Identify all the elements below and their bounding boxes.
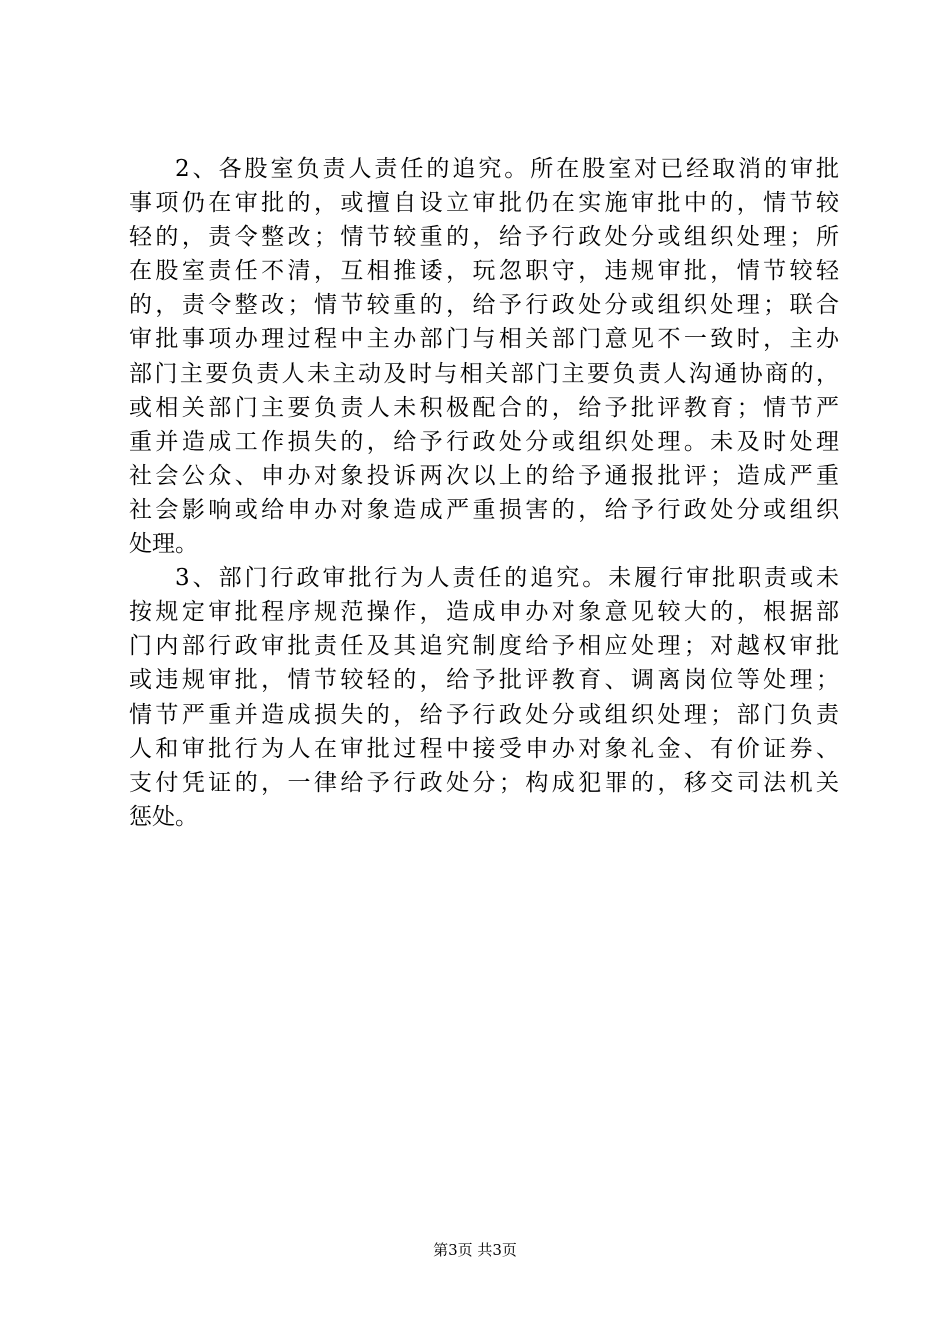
paragraph-1-line: 审批事项办理过程中主办部门与相关部门意见不一致时，主办 (129, 326, 839, 353)
paragraph-2-line: 支付凭证的，一律给予行政处分；构成犯罪的，移交司法机关 (129, 769, 839, 796)
paragraph-1-line: 社会公众、申办对象投诉两次以上的给予通报批评；造成严重 (129, 462, 839, 489)
paragraph-1-line: 重并造成工作损失的，给予行政处分或组织处理。未及时处理 (129, 428, 839, 455)
paragraph-1-line: 或相关部门主要负责人未积极配合的，给予批评教育；情节严 (129, 394, 839, 421)
paragraph-2-line: 门内部行政审批责任及其追究制度给予相应处理；对越权审批 (129, 633, 839, 660)
paragraph-2-line: 人和审批行为人在审批过程中接受申办对象礼金、有价证券、 (129, 735, 839, 762)
paragraph-2-line: 惩处。 (129, 803, 198, 830)
paragraph-2-line: 情节严重并造成损失的，给予行政处分或组织处理；部门负责 (129, 701, 839, 728)
paragraph-1-line: 的，责令整改；情节较重的，给予行政处分或组织处理；联合 (129, 292, 839, 319)
paragraph-1-line: 事项仍在审批的，或擅自设立审批仍在实施审批中的，情节较 (129, 190, 839, 217)
paragraph-2-line: 或违规审批，情节较轻的，给予批评教育、调离岗位等处理； (129, 667, 839, 694)
page-footer: 第3页 共3页 (433, 1241, 517, 1259)
paragraph-1-line: 处理。 (129, 531, 198, 558)
paragraph-2-line: 按规定审批程序规范操作，造成申办对象意见较大的，根据部 (129, 599, 839, 626)
paragraph-1-line: 2、各股室负责人责任的追究。所在股室对已经取消的审批 (175, 156, 839, 182)
paragraph-2-line: 3、部门行政审批行为人责任的追究。未履行审批职责或未 (175, 565, 839, 592)
document-body (129, 152, 839, 834)
paragraph-1-line: 在股室责任不清，互相推诿，玩忽职守，违规审批，情节较轻 (129, 258, 839, 285)
paragraph-1-line: 部门主要负责人未主动及时与相关部门主要负责人沟通协商的， (129, 360, 839, 387)
paragraph-1-line: 社会影响或给申办对象造成严重损害的，给予行政处分或组织 (129, 496, 839, 523)
paragraph-1-line: 轻的，责令整改；情节较重的，给予行政处分或组织处理；所 (129, 224, 839, 251)
